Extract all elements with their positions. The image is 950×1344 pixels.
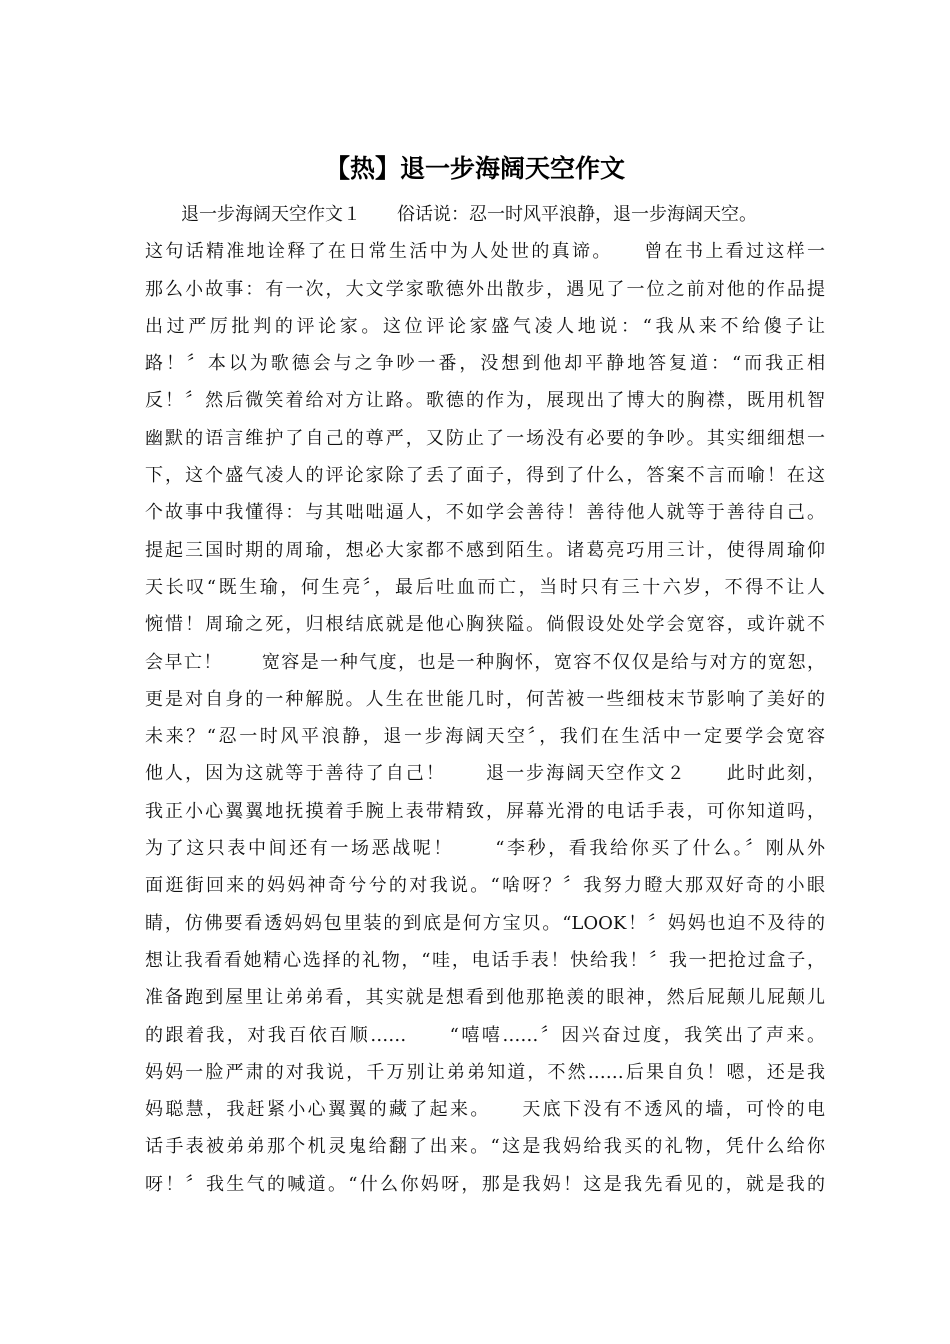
body-line: 天长叹“既生瑜，何生亮〞，最后吐血而亡，当时只有三十六岁，不得不让人 — [145, 576, 825, 598]
body-line: 提起三国时期的周瑜，想必大家都不感到陌生。诸葛亮巧用三计，使得周瑜仰 — [145, 539, 825, 561]
document-title: 【热】退一步海阔天空作文 — [324, 154, 625, 183]
body-line: 惋惜！周瑜之死，归根结底就是他心胸狭隘。倘假设处处学会宽容，或许就不 — [145, 614, 825, 636]
body-line: 睛，仿佛要看透妈妈包里装的到底是何方宝贝。“LOOK！〞妈妈也迫不及待的 — [145, 912, 825, 934]
body-line: 面逛街回来的妈妈神奇兮兮的对我说。“啥呀？〞我努力瞪大那双好奇的小眼 — [145, 875, 825, 897]
body-line: 下，这个盛气凌人的评论家除了丢了面子，得到了什么，答案不言而喻！在这 — [145, 465, 825, 487]
body-line: 那么小故事：有一次，大文学家歌德外出散步，遇见了一位之前对他的作品提 — [145, 278, 825, 300]
body-line: 未来？“忍一时风平浪静，退一步海阔天空〞，我们在生活中一定要学会宽容 — [145, 726, 825, 748]
body-line: 退一步海阔天空作文１ 俗话说：忍一时风平浪静，退一步海阔天空。 — [145, 204, 757, 225]
body-line: 反！〞然后微笑着给对方让路。歌德的作为，展现出了博大的胸襟，既用机智 — [145, 390, 825, 412]
body-line: 这句话精准地诠释了在日常生活中为人处世的真谛。 曾在书上看过这样一 — [145, 241, 825, 263]
body-line: 的跟着我，对我百依百顺…… “嘻嘻……〞因兴奋过度，我笑出了声来。 — [145, 1024, 825, 1046]
body-line: 路！〞本以为歌德会与之争吵一番，没想到他却平静地答复道：“而我正相 — [145, 353, 825, 375]
body-line: 为了这只表中间还有一场恶战呢！ “李秒，看我给你买了什么。〞刚从外 — [145, 838, 825, 860]
body-line: 妈妈一脸严肃的对我说，千万别让弟弟知道，不然……后果自负！嗯，还是我 — [145, 1061, 825, 1083]
body-line: 妈聪慧，我赶紧小心翼翼的藏了起来。 天底下没有不透风的墙，可怜的电 — [145, 1099, 825, 1121]
body-line: 个故事中我懂得：与其咄咄逼人，不如学会善待！善待他人就等于善待自己。 — [145, 502, 825, 524]
document-body — [145, 196, 825, 1203]
body-line: 幽默的语言维护了自己的尊严，又防止了一场没有必要的争吵。其实细细想一 — [145, 427, 825, 449]
body-line: 想让我看看她精心选择的礼物，“哇，电话手表！快给我！〞我一把抢过盒子， — [145, 949, 825, 971]
body-line: 会早亡！ 宽容是一种气度，也是一种胸怀，宽容不仅仅是给与对方的宽恕， — [145, 651, 825, 673]
body-line: 话手表被弟弟那个机灵鬼给翻了出来。“这是我妈给我买的礼物，凭什么给你 — [145, 1136, 825, 1158]
body-line: 他人，因为这就等于善待了自己！ 退一步海阔天空作文２ 此时此刻， — [145, 763, 825, 785]
body-line: 出过严厉批判的评论家。这位评论家盛气凌人地说：“我从来不给傻子让 — [145, 315, 825, 337]
body-line: 准备跑到屋里让弟弟看，其实就是想看到他那艳羡的眼神，然后屁颠儿屁颠儿 — [145, 987, 825, 1009]
body-line: 我正小心翼翼地抚摸着手腕上表带精致，屏幕光滑的电话手表，可你知道吗， — [145, 800, 825, 822]
body-line: 更是对自身的一种解脱。人生在世能几时，何苦被一些细枝末节影响了美好的 — [145, 688, 825, 710]
body-line: 呀！〞我生气的喊道。“什么你妈呀，那是我妈！这是我先看见的，就是我的 — [145, 1173, 825, 1195]
